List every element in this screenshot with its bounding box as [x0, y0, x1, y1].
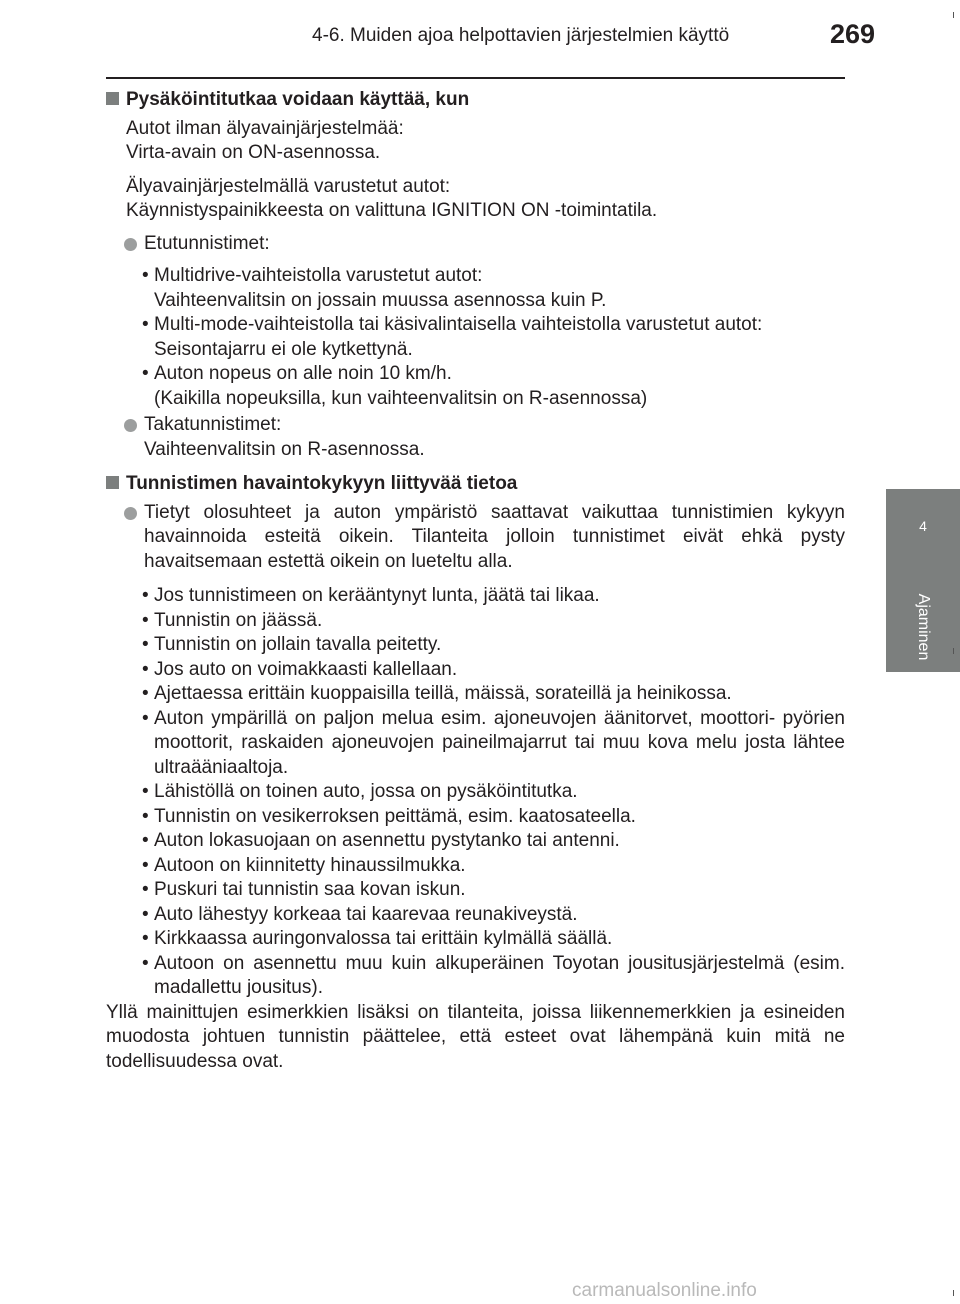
list-item: • Auto lähestyy korkeaa tai kaarevaa reunakiveystä. — [106, 903, 845, 928]
crop-mark — [953, 1290, 954, 1296]
circle-bullet-icon — [124, 507, 137, 520]
chapter-label: Ajaminen — [915, 593, 932, 661]
list-item: • Tunnistin on jollain tavalla peitetty. — [106, 633, 845, 658]
square-bullet-icon — [106, 92, 119, 105]
list-item: • Jos tunnistimeen on kerääntynyt lunta, jäätä tai likaa. — [106, 584, 845, 609]
list-item: • Autoon on kiinnitetty hinaussilmukka. — [106, 854, 845, 879]
bullet-list — [106, 264, 845, 411]
list-item: • Multi-mode-vaihteistolla tai käsivalintaisella vaihteistolla varustetut autot: Seisontajarru ei ole kytkettynä. — [106, 313, 845, 362]
circle-list-item: Takatunnistimet: Vaihteenvalitsin on R-asennossa. — [106, 413, 845, 462]
closing-paragraph: Yllä mainittujen esimerkkien lisäksi on tilanteita, joissa liikennemerkkien ja esineiden muodosta johtuen tunnistin päättelee, että esteet ovat lähempänä kuin mitä ne todellisuudessa ovat. — [106, 1001, 845, 1072]
chapter-number: 4 — [919, 518, 927, 534]
header-rule — [106, 77, 845, 79]
list-item: • Autoon on asennettu muu kuin alkuperäinen Toyotan jousitusjärjestelmä (esim. madallettu jousitus). — [106, 952, 845, 1001]
square-bullet-icon — [106, 476, 119, 489]
list-item: • Puskuri tai tunnistin saa kovan iskun. — [106, 878, 845, 903]
circle-list-item: Tietyt olosuhteet ja auton ympäristö saattavat vaikuttaa tunnistimien kykyyn havainnoida esteitä oikein. Tilanteita jolloin tunnistimet eivät ehkä pysty havaitsemaan estettä oikein on lueteltu alla. — [106, 501, 845, 575]
watermark: carmanualsonline.info — [572, 1280, 757, 1301]
paragraph: Autot ilman älyavainjärjestelmää: Virta-avain on ON-asennossa. — [126, 117, 404, 163]
section-heading: Tunnistimen havaintokykyyn liittyvää tietoa — [106, 472, 845, 497]
list-item: • Tunnistin on jäässä. — [106, 609, 845, 634]
page-number: 269 — [830, 19, 876, 49]
crop-mark — [953, 12, 954, 18]
list-item: • Ajettaessa erittäin kuoppaisilla teillä, mäissä, sorateillä ja heinikossa. — [106, 682, 845, 707]
circle-bullet-icon — [124, 238, 137, 251]
page-content — [106, 88, 845, 1074]
list-item: • Lähistöllä on toinen auto, jossa on pysäköintitutka. — [106, 780, 845, 805]
crop-mark — [953, 648, 954, 654]
chapter-side-tab — [886, 489, 960, 672]
list-item: • Kirkkaassa auringonvalossa tai erittäin kylmällä säällä. — [106, 927, 845, 952]
list-item: • Multidrive-vaihteistolla varustetut autot: Vaihteenvalitsin on jossain muussa asennossa kuin P. — [106, 264, 845, 313]
list-item: • Auton ympärillä on paljon melua esim. ajoneuvojen äänitorvet, moottori- pyörien moottorit, raskaiden ajoneuvojen paineilmajarrut tai muu kova melu josta lähtee ultraääniaaltoja. — [106, 707, 845, 781]
list-item: • Jos auto on voimakkaasti kallellaan. — [106, 658, 845, 683]
section-heading: Pysäköintitutkaa voidaan käyttää, kun — [106, 88, 845, 113]
bullet-list — [106, 584, 845, 1001]
circle-list-item: Etutunnistimet: — [106, 232, 845, 257]
circle-bullet-icon — [124, 419, 137, 432]
running-header: 4-6. Muiden ajoa helpottavien järjestelmien käyttö — [312, 25, 730, 46]
list-item: • Auton lokasuojaan on asennettu pystytanko tai antenni. — [106, 829, 845, 854]
paragraph: Älyavainjärjestelmällä varustetut autot: Käynnistyspainikkeesta on valittuna IGNITION ON -toimintatila. — [126, 175, 658, 221]
list-item: • Auton nopeus on alle noin 10 km/h. (Kaikilla nopeuksilla, kun vaihteenvalitsin on R-asennossa) — [106, 362, 845, 411]
list-item: • Tunnistin on vesikerroksen peittämä, esim. kaatosateella. — [106, 805, 845, 830]
